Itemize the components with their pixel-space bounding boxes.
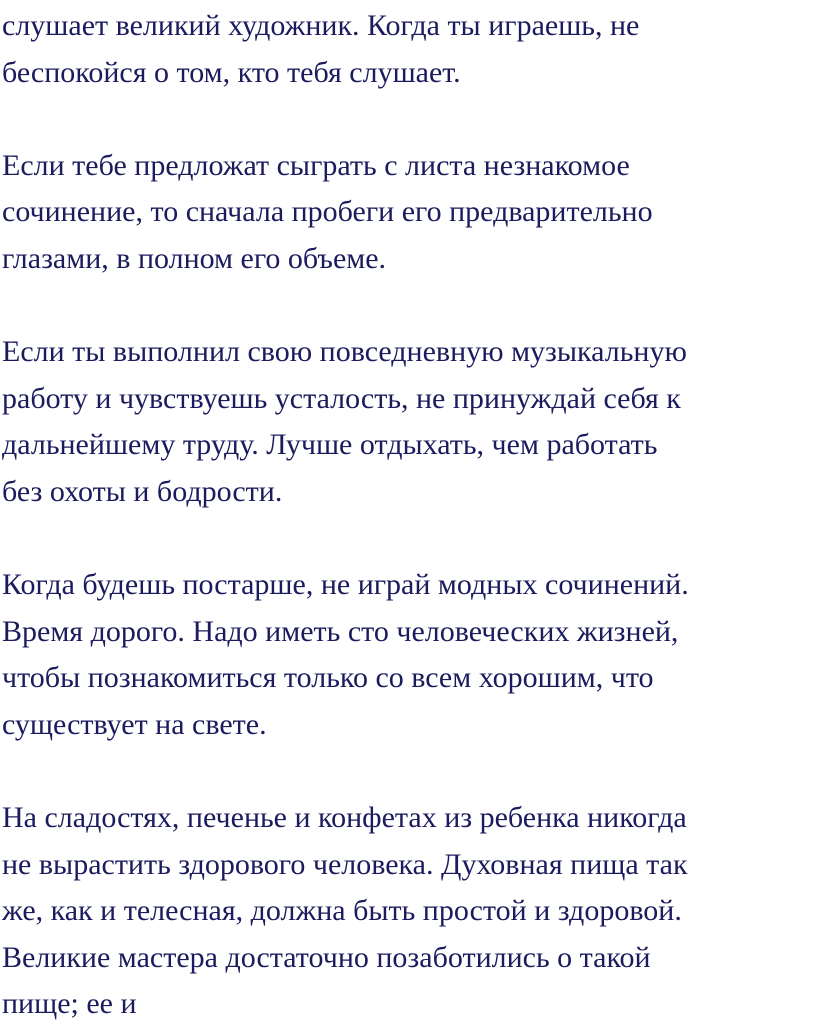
paragraph-gap (2, 283, 816, 330)
paragraph-2: Если тебе предложат сыграть с листа незнакомое сочинение, то сначала пробеги его предварительно глазами, в полном его объеме. (2, 148, 653, 275)
paragraph-4: Когда будешь постарше, не играй модных сочинений. Время дорого. Надо иметь сто человеческих жизней, чтобы познакомиться только со всем хорошим, что существует на свете. (2, 568, 689, 741)
paragraph-5: На сладостях, печенье и конфетах из ребенка никогда не вырастить здорового человека. Духовная пища так же, как и телесная, должна быть простой и здоровой. Великие мастера достаточно позаботились о такой пище; ее и (2, 801, 688, 1021)
paragraph-gap (2, 516, 816, 563)
paragraph-1: слушает великий художник. Когда ты играешь, не беспокойся о том, кто тебя слушает. (2, 9, 640, 89)
paragraph-gap (2, 749, 816, 796)
paragraph-gap (2, 96, 816, 143)
paragraph-3: Если ты выполнил свою повседневную музыкальную работу и чувствуешь усталость, не принуждай себя к дальнейшему труду. Лучше отдыхать, чем работать без охоты и бодрости. (2, 335, 687, 508)
